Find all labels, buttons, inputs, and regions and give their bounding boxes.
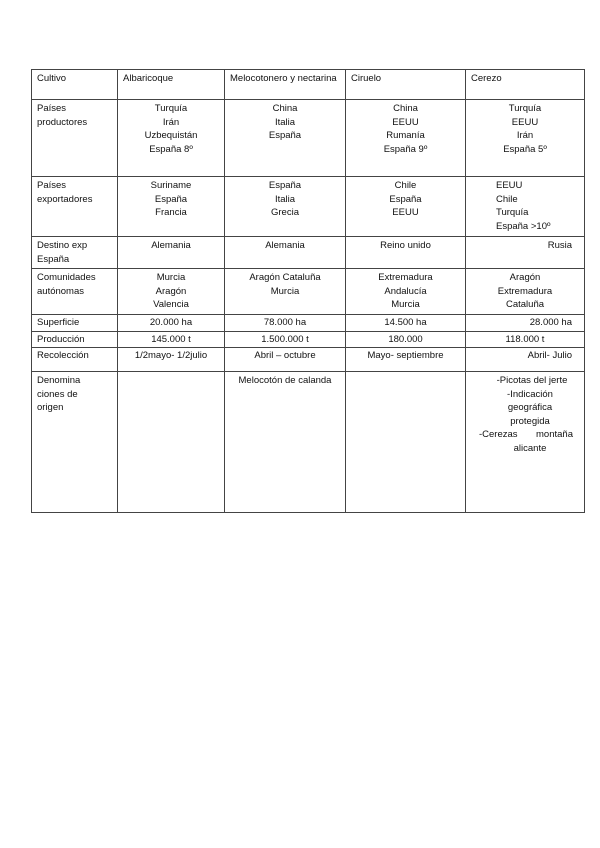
cell-line: alicante	[513, 442, 547, 454]
table-cell	[466, 372, 585, 513]
row-label: Países productores	[32, 100, 118, 177]
table-cell: 28.000 ha	[466, 315, 585, 332]
cell-line: España 8º	[149, 143, 193, 155]
cell-line: España	[154, 193, 188, 205]
cell-line: Extremadura	[497, 285, 553, 297]
table-cell	[466, 269, 585, 315]
cell-line: China	[272, 103, 298, 114]
table-row-productores	[32, 100, 585, 177]
cell-line: Chile	[496, 193, 518, 205]
cell-line: Murcia	[391, 299, 420, 310]
cell-line: España 9º	[383, 143, 428, 155]
cell-line: Valencia	[153, 299, 189, 310]
cell-line: Murcia	[156, 272, 186, 283]
table-cell: 1.500.000 t	[225, 331, 346, 348]
cell-line: Turquía	[496, 207, 529, 218]
cell-line: geográfica	[507, 402, 553, 413]
cell-line: Irán	[162, 116, 180, 128]
table-cell	[346, 372, 466, 513]
cell-line: Irán	[516, 130, 534, 141]
cell-line: Cataluña	[505, 299, 545, 310]
table-cell	[225, 269, 346, 315]
cell-line: -Picotas del jerte	[496, 375, 568, 386]
cell-line: Andalucía	[384, 285, 427, 297]
table-row-comunidades	[32, 269, 585, 315]
header-cerezo: Cerezo	[466, 70, 585, 100]
table-cell	[346, 269, 466, 315]
row-label: Recolección	[32, 348, 118, 372]
cell-line: EEUU	[392, 207, 419, 218]
table-cell: 118.000 t	[466, 331, 585, 348]
cell-line: Italia	[274, 193, 296, 205]
row-label: Destino exp España	[32, 237, 118, 269]
table-cell: 180.000	[346, 331, 466, 348]
table-cell	[118, 372, 225, 513]
cell-line: protegida	[510, 415, 550, 427]
table-cell: Abril- Julio	[466, 348, 585, 372]
table-cell	[225, 100, 346, 177]
crop-comparison-table	[31, 69, 585, 513]
table-cell: Melocotón de calanda	[225, 372, 346, 513]
cell-line: Grecia	[271, 207, 299, 218]
cell-line: Italia	[274, 116, 296, 128]
cell-line: Aragón	[155, 285, 187, 297]
table-row-destino	[32, 237, 585, 269]
cell-line: EEUU	[496, 180, 523, 191]
header-melocotonero: Melocotonero y nectarina	[225, 70, 346, 100]
table-cell: 1/2mayo- 1/2julio	[118, 348, 225, 372]
header-albaricoque: Albaricoque	[118, 70, 225, 100]
cell-line: Chile	[394, 180, 417, 191]
cell-line	[471, 428, 579, 442]
table-row-produccion	[32, 331, 585, 348]
cell-line: China	[393, 103, 418, 114]
cell-line: EEUU	[511, 116, 539, 128]
table-cell: Alemania	[118, 237, 225, 269]
cell-line: Turquía	[508, 103, 542, 114]
row-label-text: Denomina ciones de origen	[37, 375, 81, 413]
row-label: Comunidades autónomas	[32, 269, 118, 315]
table-cell: 78.000 ha	[225, 315, 346, 332]
cell-line: España	[389, 193, 422, 205]
table-cell	[466, 100, 585, 177]
table-row-superficie	[32, 315, 585, 332]
table-cell	[346, 100, 466, 177]
cell-word: montaña	[536, 429, 573, 440]
table-cell: Rusia	[466, 237, 585, 269]
cell-line: Turquía	[154, 103, 188, 114]
cell-line: EEUU	[392, 116, 419, 128]
table-cell	[225, 177, 346, 237]
cell-line: Rumanía	[386, 130, 425, 141]
row-label: Producción	[32, 331, 118, 348]
row-label: Países exportadores	[32, 177, 118, 237]
cell-line: Aragón Cataluña	[249, 272, 321, 283]
cell-word: -Cerezas	[479, 429, 518, 440]
cell-line: Uzbequistán	[144, 130, 198, 141]
table-cell	[346, 177, 466, 237]
cell-line: Aragón	[509, 272, 541, 283]
cell-line: Suriname	[150, 180, 192, 191]
table-cell: Abril – octubre	[225, 348, 346, 372]
table-cell: Alemania	[225, 237, 346, 269]
table-row-exportadores	[32, 177, 585, 237]
table-cell	[118, 177, 225, 237]
cell-line: España >10º	[496, 220, 551, 232]
table-cell	[118, 100, 225, 177]
table-cell: 145.000 t	[118, 331, 225, 348]
table-cell	[466, 177, 585, 237]
row-label	[32, 372, 118, 513]
cell-line: Extremadura	[378, 272, 433, 283]
cell-line: España 5º	[503, 143, 547, 155]
cell-line: -Indicación	[507, 388, 553, 400]
table-cell: 20.000 ha	[118, 315, 225, 332]
table-cell: Mayo- septiembre	[346, 348, 466, 372]
cell-line: España	[268, 130, 302, 141]
table-cell	[118, 269, 225, 315]
cell-line: Murcia	[270, 285, 300, 297]
table-header-row	[32, 70, 585, 100]
header-cultivo: Cultivo	[32, 70, 118, 100]
row-label: Superficie	[32, 315, 118, 332]
cell-line: Francia	[155, 207, 187, 218]
header-ciruelo: Ciruelo	[346, 70, 466, 100]
table-cell: 14.500 ha	[346, 315, 466, 332]
cell-line: España	[268, 180, 302, 191]
table-row-denominaciones	[32, 372, 585, 513]
table-row-recoleccion	[32, 348, 585, 372]
table-cell: Reino unido	[346, 237, 466, 269]
